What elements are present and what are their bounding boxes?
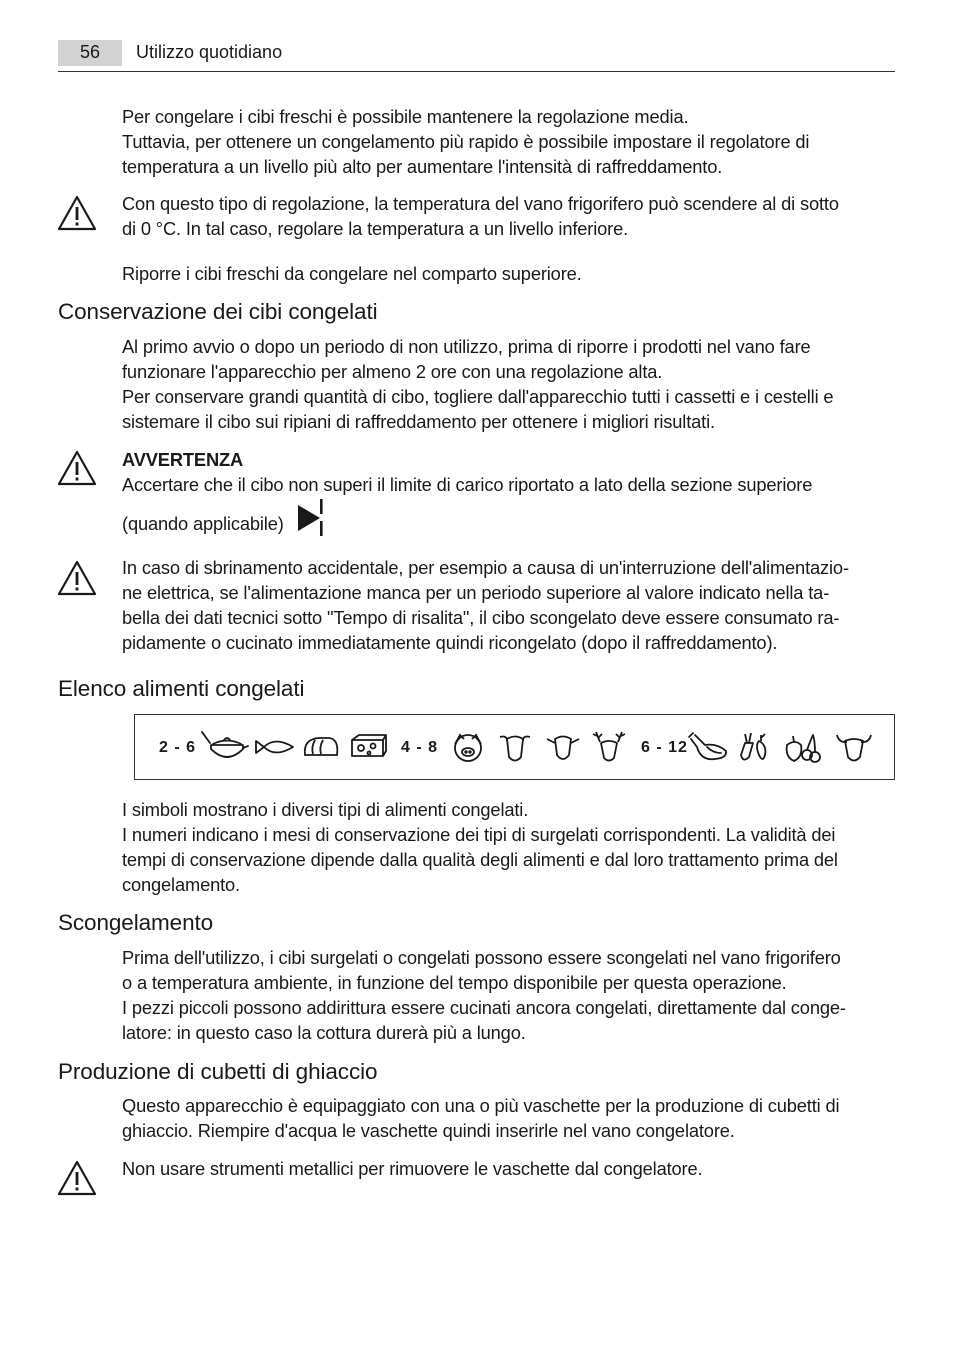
warning-icon	[57, 1160, 97, 1196]
intro-paragraph: Per congelare i cibi freschi è possibile mantenere la regolazione media. Tuttavia, per ottenere un congelamento più rapido è possibile impostare il regolatore di temperatura a un livello più alto per aumentare l'intensità di raffreddamento.	[122, 106, 810, 177]
load-limit-icon	[296, 499, 326, 537]
header-title: Utilizzo quotidiano	[136, 42, 283, 62]
fish-icon	[255, 731, 295, 763]
load-limit-line: (quando applicabile)	[122, 511, 897, 536]
ice-heading: Produzione di cubetti di ghiaccio	[58, 1059, 378, 1084]
ice-paragraph: Questo apparecchio è equipaggiato con una o più vaschette per la produzione di cubetti di ghiaccio. Riempire d'acqua le vaschette quindi inserirle nel vano congelatore.	[122, 1095, 840, 1141]
bread-icon	[301, 731, 341, 763]
warning-icon	[57, 450, 97, 486]
fruit-icon	[783, 731, 823, 765]
page-header	[58, 40, 895, 72]
calf-icon	[545, 731, 581, 765]
months-label: 6 - 12	[641, 739, 688, 756]
warning-paragraph: Con questo tipo di regolazione, la temperatura del vano frigorifero può scendere al di sotto di 0 °C. In tal caso, regolare la temperatura a un livello inferiore.	[122, 193, 839, 239]
vegetables-icon	[737, 731, 773, 765]
months-label: 2 - 6	[159, 739, 197, 756]
months-label: 4 - 8	[401, 739, 439, 756]
pig-icon	[451, 731, 485, 765]
beef-icon	[835, 731, 873, 765]
warning-icon	[57, 195, 97, 231]
thaw-paragraph: Prima dell'utilizzo, i cibi surgelati o congelati possono essere scongelati nel vano frigorifero o a temperatura ambiente, in funzione del tempo disponibile per questa operazione. I pezzi piccoli possono addirittura essere cucinati ancora congelati, direttamente dal conge- latore: in questo caso la cottura durerà più a lungo.	[122, 947, 846, 1043]
warning-title: AVVERTENZA	[122, 449, 244, 470]
food-list-heading: Elenco alimenti congelati	[58, 676, 305, 701]
ice-warning: Non usare strumenti metallici per rimuovere le vaschette dal congelatore.	[122, 1158, 703, 1179]
warning-icon	[57, 560, 97, 596]
sheep-icon	[497, 731, 533, 765]
load-limit-warning: AVVERTENZA Accertare che il cibo non superi il limite di carico riportato a lato della sezione superiore	[122, 447, 897, 497]
pot-icon	[201, 731, 249, 763]
thaw-heading: Scongelamento	[58, 910, 214, 935]
storage-paragraph: Al primo avvio o dopo un periodo di non utilizzo, prima di riporre i prodotti nel vano fare funzionare l'apparecchio per almeno 2 ore con una regolazione alta. Per conservare grandi quantità di cibo, togliere dall'apparecchio tutti i cassetti e i cestelli e sistemare il cibo sui ripiani di raffreddamento per ottenere i migliori risultati.	[122, 336, 834, 432]
deer-icon	[591, 731, 627, 765]
poultry-icon	[687, 731, 729, 765]
fresh-food-note: Riporre i cibi freschi da congelare nel comparto superiore.	[122, 263, 582, 284]
page-number: 56	[58, 40, 122, 66]
defrost-warning: In caso di sbrinamento accidentale, per esempio a causa di un'interruzione dell'alimentazio- ne elettrica, se l'alimentazione manca per un periodo superiore al valore indicato nella ta- bella dei dati tecnici sotto "Tempo di risalita", il cibo scongelato deve essere consumato ra- pidamente o cucinato immediatamente quindi ricongelato (dopo il raffreddamento).	[122, 557, 849, 653]
cheese-icon	[349, 731, 389, 763]
food-symbols-box	[134, 714, 895, 780]
storage-heading: Conservazione dei cibi congelati	[58, 299, 378, 324]
food-list-paragraph: I simboli mostrano i diversi tipi di alimenti congelati. I numeri indicano i mesi di conservazione dei tipi di surgelati corrispondenti. La validità dei tempi di conservazione dipende dalla qualità degli alimenti e dal loro trattamento prima del congelamento.	[122, 799, 838, 895]
